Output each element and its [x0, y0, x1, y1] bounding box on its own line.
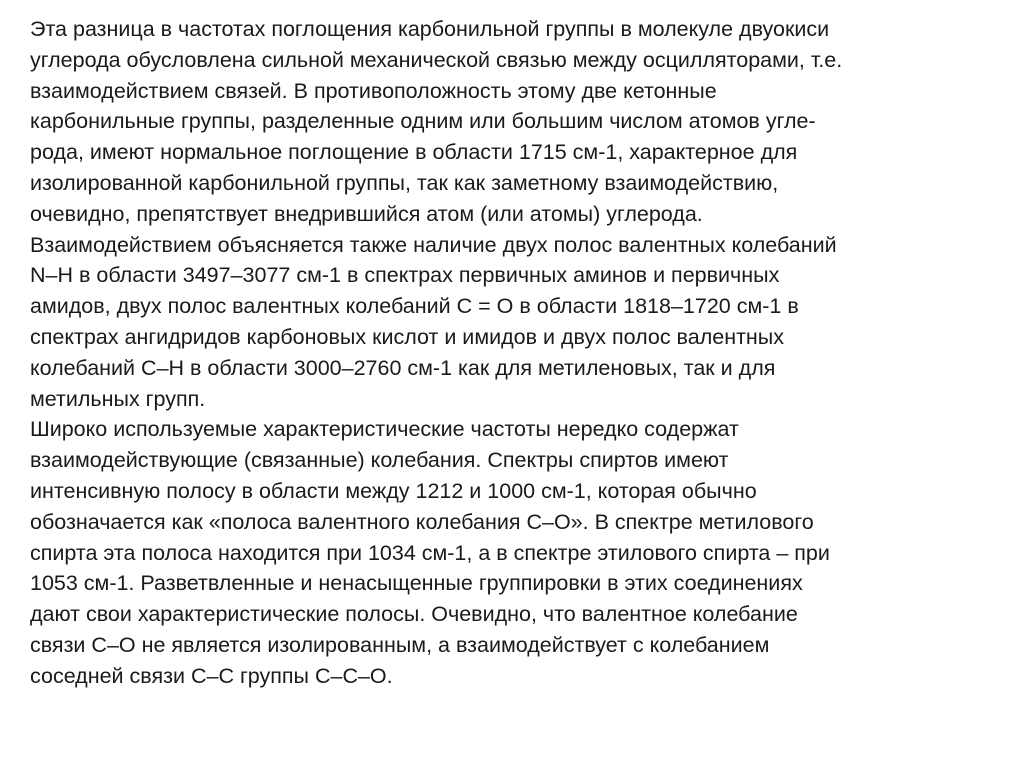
text-line: Эта разница в частотах поглощения карбонильной группы в молекуле двуокиси — [30, 17, 830, 41]
text-line: дают свои характеристические полосы. Очевидно, что валентное колебание — [30, 602, 798, 627]
text-line: спектрах ангидридов карбоновых кислот и имидов и двух полос валентных — [30, 324, 784, 349]
text-line: карбонильные группы, разделенные одним или большим числом атомов угле- — [30, 109, 816, 134]
text-line: спирта эта полоса находится при 1034 см-1, а в спектре этилового спирта – при — [30, 540, 830, 565]
text-line: связи C–O не является изолированным, а взаимодействует с колебанием — [30, 632, 770, 657]
body-text — [30, 14, 1005, 692]
text-line: обозначается как «полоса валентного колебания C–O». В спектре метилового — [30, 509, 814, 534]
text-line: колебаний C–H в области 3000–2760 см-1 как для метиленовых, так и для — [30, 355, 776, 380]
text-line: изолированной карбонильной группы, так как заметному взаимодействию, — [30, 170, 779, 195]
text-line: рода, имеют нормальное поглощение в области 1715 см-1, характерное для — [30, 140, 798, 165]
text-line: амидов, двух полос валентных колебаний C = O в области 1818–1720 см-1 в — [30, 294, 799, 319]
text-line: взаимодействием связей. В противоположность этому две кетонные — [30, 78, 717, 103]
text-line: интенсивную полосу в области между 1212 и 1000 см-1, которая обычно — [30, 478, 757, 503]
text-line: Широко используемые характеристические частоты нередко содержат — [30, 417, 739, 442]
text-line: 1053 см-1. Разветвленные и ненасыщенные группировки в этих соединениях — [30, 571, 803, 596]
text-line: углерода обусловлена сильной механической связью между осцилляторами, т.е. — [30, 47, 843, 72]
text-line: метильных групп. — [30, 386, 206, 411]
text-line: взаимодействующие (связанные) колебания. Спектры спиртов имеют — [30, 448, 729, 473]
text-line: соседней связи C–C группы C–C–O. — [30, 663, 393, 688]
text-line: очевидно, препятствует внедрившийся атом (или атомы) углерода. — [30, 201, 703, 226]
text-line: N–H в области 3497–3077 см-1 в спектрах первичных аминов и первичных — [30, 263, 780, 288]
text-line: Взаимодействием объясняется также наличие двух полос валентных колебаний — [30, 232, 837, 257]
